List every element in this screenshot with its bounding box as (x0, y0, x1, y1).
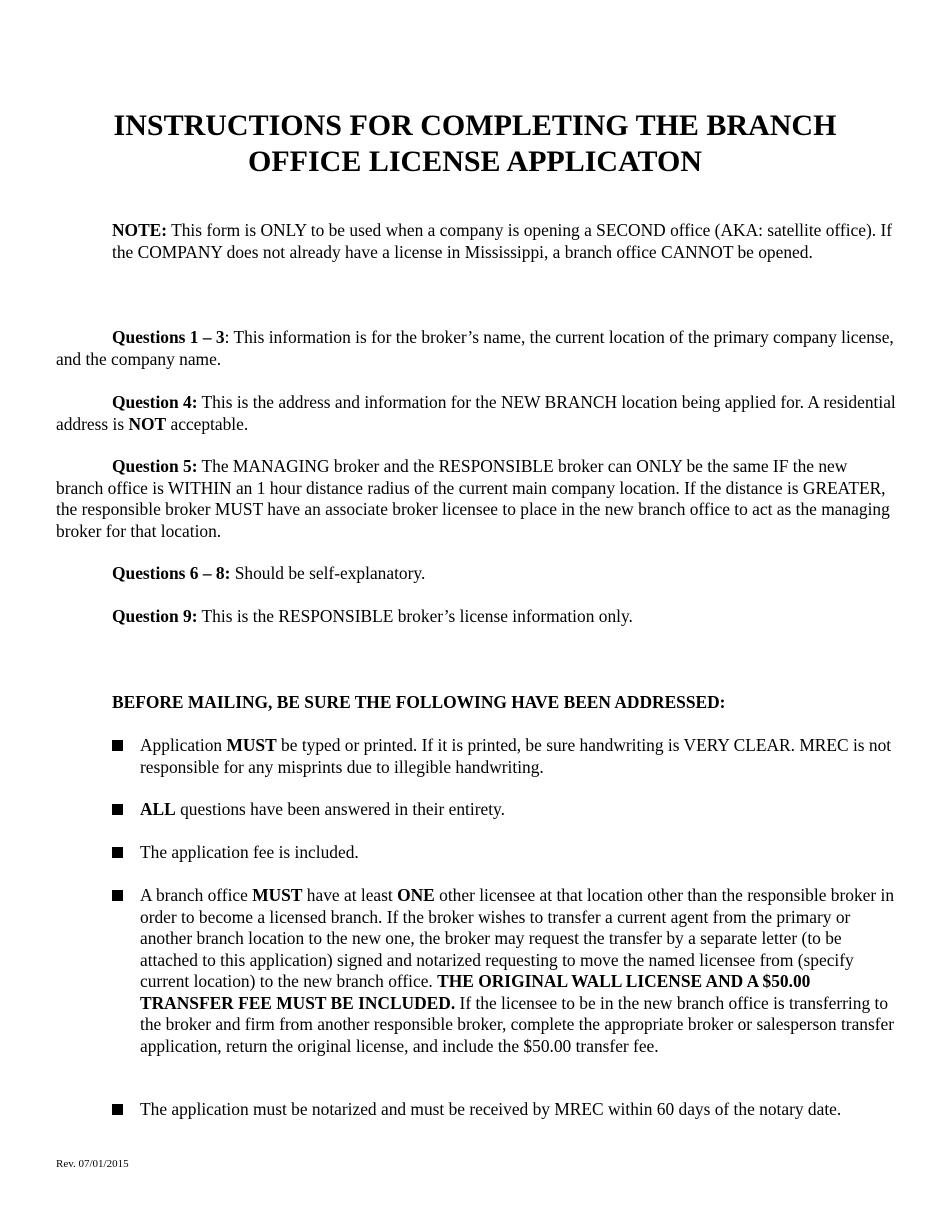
checklist-item (112, 735, 898, 778)
revision-date: Rev. 07/01/2015 (56, 1158, 129, 1170)
square-bullet-icon (112, 804, 123, 815)
page-title (56, 108, 894, 180)
question-text: acceptable. (166, 413, 249, 434)
question-text: This is the address and information for the NEW BRANCH location being applied for. A residential address is (56, 392, 896, 434)
question-label: Questions 6 – 8: (112, 563, 231, 583)
checklist-item (112, 885, 898, 1057)
note-label: NOTE: (112, 220, 168, 240)
question-text: : This information is for the broker’s name, the current location of the primary company license, and the company name. (56, 327, 894, 369)
question-label: Questions 1 – 3 (112, 327, 225, 347)
square-bullet-icon (112, 890, 123, 901)
item-text: have at least (302, 885, 398, 905)
title-line-1: INSTRUCTIONS FOR COMPLETING THE BRANCH (113, 109, 837, 142)
item-emphasis: THE ORIGINAL WALL LICENSE AND A $50.00 TRANSFER FEE MUST BE INCLUDED. (140, 971, 811, 1013)
item-text: Application (140, 735, 227, 755)
item-text: If the licensee to be in the new branch office is transferring to the broker and firm from another responsible broker, complete the appropriate broker or salesperson transfer application, return the original license, and include the $50.00 transfer fee. (140, 992, 895, 1056)
item-text: be typed or printed. If it is printed, be sure handwriting is VERY CLEAR. MREC is not responsible for any misprints due to illegible handwriting. (140, 735, 892, 777)
title-line-2: OFFICE LICENSE APPLICATON (248, 145, 702, 178)
checklist-item (112, 842, 898, 864)
item-text: The application fee is included. (140, 842, 359, 862)
item-text: A branch office (140, 885, 253, 905)
item-emphasis: ALL (140, 799, 176, 819)
checklist-item (112, 1099, 898, 1121)
question-9-paragraph (56, 606, 896, 628)
item-emphasis: ONE (397, 885, 435, 905)
question-emphasis: NOT (128, 413, 167, 434)
question-text: This is the RESPONSIBLE broker’s license information only. (197, 606, 633, 626)
question-label: Question 4: (112, 392, 198, 412)
question-6-8-paragraph (56, 563, 896, 585)
item-emphasis: MUST (252, 885, 303, 905)
question-text: The MANAGING broker and the RESPONSIBLE broker can ONLY be the same IF the new branch office is WITHIN an 1 hour distance radius of the current main company location. If the distance is GREATER, the responsible broker MUST have an associate broker licensee to place in the new branch office to act as the managing broker for that location. (56, 456, 890, 541)
checklist-item (112, 799, 898, 821)
question-1-3-paragraph (56, 327, 896, 370)
item-emphasis: MUST (226, 735, 277, 755)
note-paragraph (112, 220, 896, 263)
question-label: Question 9: (112, 606, 198, 626)
question-text: Should be self-explanatory. (230, 563, 426, 583)
item-text: The application must be notarized and must be received by MREC within 60 days of the notary date. (140, 1099, 842, 1119)
question-4-paragraph (56, 392, 896, 435)
note-text: This form is ONLY to be used when a company is opening a SECOND office (AKA: satellite office). If the COMPANY does not already have a license in Mississippi, a branch office CANNOT be opened. (112, 220, 893, 262)
square-bullet-icon (112, 847, 123, 858)
square-bullet-icon (112, 740, 123, 751)
checklist-heading: BEFORE MAILING, BE SURE THE FOLLOWING HAVE BEEN ADDRESSED: (112, 692, 726, 712)
square-bullet-icon (112, 1104, 123, 1115)
question-5-paragraph (56, 456, 896, 542)
question-label: Question 5: (112, 456, 198, 476)
item-text: other licensee at that location other than the responsible broker in order to become a licensed branch. If the broker wishes to transfer a current agent from the primary or another branch location to the new one, the broker may request the transfer by a separate letter (to be attached to this application) signed and notarized requesting to move the named licensee from (specify current location) to the new branch office. (140, 885, 895, 991)
item-text: questions have been answered in their entirety. (175, 799, 505, 819)
